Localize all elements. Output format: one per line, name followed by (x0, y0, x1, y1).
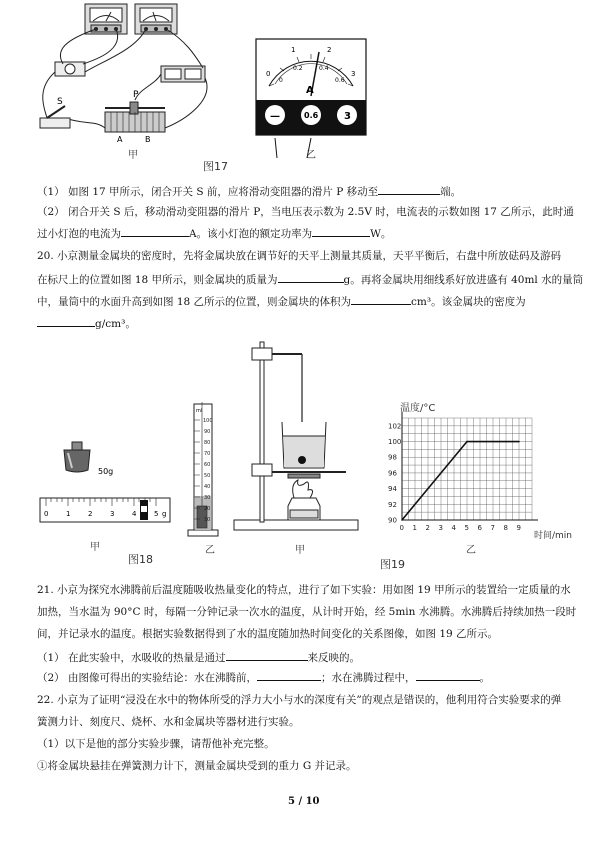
blank-q20-mass[interactable] (278, 271, 344, 283)
terminal-3: 3 (344, 111, 351, 122)
ruler-tick-2: 2 (88, 510, 93, 518)
q20-line1: 20. 小京测量金属块的密度时，先将金属块放在调节好的天平上测量其质量，天平平衡后，右盘中所放砝码及游码 (37, 250, 562, 262)
fig17-circuit (25, 0, 225, 160)
chart-grid (402, 418, 532, 520)
ammeter-top-3: 3 (351, 70, 356, 78)
terminal-negative: — (270, 111, 280, 122)
x-tick-label: 3 (438, 524, 443, 532)
fig19-apparatus (230, 338, 360, 538)
q19-part2-line1: （2） 闭合开关 S 后，移动滑动变阻器的滑片 P，当电压表示数为 2.5V 时，电流表的示数如图 17 乙所示，此时通 (37, 206, 574, 218)
blank-q19-end[interactable] (378, 183, 440, 195)
ammeter-bottom-1: 0.2 (293, 65, 303, 72)
cyl-tick-60: 60 (204, 462, 211, 468)
q19-part1: （1） 如图 17 甲所示，闭合开关 S 前，应将滑动变阻器的滑片 P 移动至 端。 (37, 183, 461, 199)
ammeter-device (135, 4, 177, 34)
q22-step1: ①将金属块悬挂在弹簧测力计下，测量金属块受到的重力 G 并记录。 (37, 760, 357, 772)
slider-label: P (133, 90, 139, 100)
chart-axes (402, 412, 538, 520)
q22-part1: （1）以下是他的部分实验步骤，请帮他补充完整。 (37, 738, 275, 750)
q20-line4: g/cm³。 (37, 315, 136, 331)
blank-q21-heat[interactable] (226, 649, 308, 661)
q20-line2: 在标尺上的位置如图 18 甲所示，则金属块的质量为 g。再将金属块用细线系好放进盛有 40ml 水的量筒 (37, 271, 583, 287)
fig18-label-yi: 乙 (205, 545, 215, 556)
fig17-ammeter (255, 38, 367, 138)
fig17-label-jia: 甲 (128, 150, 138, 161)
terminal-0-6: 0.6 (304, 111, 319, 120)
y-tick-label: 90 (388, 516, 397, 525)
cylinder-unit: ml (196, 408, 203, 414)
x-tick-label: 5 (464, 524, 469, 532)
cyl-tick-70: 70 (204, 451, 211, 457)
y-tick-label: 96 (388, 469, 397, 478)
ammeter-bottom-2: 0.4 (319, 65, 329, 72)
ammeter-bottom-0: 0 (279, 77, 283, 84)
cyl-tick-20: 20 (204, 506, 211, 512)
chart-ticks (388, 422, 521, 532)
blank-q21-before[interactable] (257, 669, 321, 681)
ruler-tick-0: 0 (44, 510, 49, 518)
battery (161, 66, 205, 82)
ammeter-bottom-3: 0.6 (335, 77, 345, 84)
fig19-label-yi: 乙 (466, 545, 476, 556)
q21-part1: （1） 在此实验中，水吸收的热量是通过 来反映的。 (37, 649, 360, 665)
x-tick-label: 1 (412, 524, 417, 532)
blank-q20-density[interactable] (37, 315, 95, 327)
x-tick-label: 0 (399, 524, 404, 532)
ruler-tick-3: 3 (110, 510, 115, 518)
fig19-temperature-chart (372, 410, 542, 540)
cyl-tick-40: 40 (204, 484, 211, 490)
ammeter-top-2: 2 (327, 46, 332, 54)
page-number: 5 / 10 (288, 796, 320, 807)
weight-50g (64, 442, 90, 472)
ruler-unit: g (162, 510, 167, 518)
cyl-tick-30: 30 (204, 495, 211, 501)
blank-q19-current[interactable] (121, 225, 189, 237)
ammeter-unit: A (306, 85, 314, 96)
cyl-tick-100: 100 (203, 418, 213, 424)
cyl-tick-80: 80 (204, 440, 211, 446)
q21-line2: 加热，当水温为 90°C 时，每隔一分钟记录一次水的温度，从计时开始，经 5min 水沸腾。水沸腾后持续加热一段时 (37, 606, 577, 618)
q21-line3: 间，并记录水的温度。根据实验数据得到了水的温度随加热时间变化的关系图像，如图 19 乙所示。 (37, 628, 499, 640)
fig18-balance (38, 440, 173, 530)
x-tick-label: 2 (425, 524, 430, 532)
ammeter-top-1: 1 (291, 46, 296, 54)
x-tick-label: 6 (477, 524, 482, 532)
fig17-caption: 图17 (203, 160, 228, 173)
q21-part2: （2） 由图像可得出的实验结论：水在沸腾前， ；水在沸腾过程中， 。 (37, 669, 490, 685)
weight-label: 50g (98, 467, 114, 476)
ruler (40, 498, 170, 522)
y-tick-label: 98 (388, 453, 397, 462)
y-tick-label: 100 (388, 438, 402, 447)
fig19-label-jia: 甲 (295, 545, 305, 556)
q22-line2: 簧测力计、刻度尺、烧杯、水和金属块等器材进行实验。 (37, 716, 300, 728)
ruler-tick-5: 5 (154, 510, 159, 518)
fig18-label-jia: 甲 (90, 542, 100, 553)
cyl-tick-90: 90 (204, 429, 211, 435)
ammeter-top-0: 0 (266, 70, 271, 78)
q22-line1: 22. 小京为了证明“浸没在水中的物体所受的浮力大小与水的深度有关”的观点是错误的，他利用符合实验要求的弹 (37, 694, 562, 706)
rheostat (105, 102, 165, 132)
ruler-tick-4: 4 (132, 510, 137, 518)
cyl-tick-10: 10 (204, 517, 211, 523)
q20-line3: 中，量筒中的水面升高到如图 18 乙所示的位置，则金属块的体积为 cm³。该金属块的密度为 (37, 293, 526, 309)
blank-q21-during[interactable] (416, 669, 480, 681)
data-point (518, 441, 520, 443)
fig19-x-axis-label: 时间/min (534, 531, 573, 541)
fig18-caption: 图18 (128, 553, 153, 566)
q19-part2-line2: 过小灯泡的电流为 A。该小灯泡的额定功率为 W。 (37, 225, 391, 241)
end-a-label: A (117, 135, 123, 144)
fig17-label-yi: 乙 (306, 150, 316, 161)
fig19-y-axis-label: 温度/°C (400, 403, 436, 414)
switch-label: S (57, 97, 63, 107)
blank-q19-power[interactable] (312, 225, 370, 237)
y-tick-label: 94 (388, 485, 397, 494)
x-tick-label: 8 (503, 524, 508, 532)
y-tick-label: 102 (388, 422, 402, 431)
blank-q20-volume[interactable] (351, 293, 411, 305)
fig18-cylinder (180, 398, 226, 538)
x-tick-label: 7 (490, 524, 495, 532)
ruler-tick-1: 1 (66, 510, 71, 518)
cyl-tick-50: 50 (204, 473, 211, 479)
y-tick-label: 92 (388, 500, 397, 509)
fig19-caption: 图19 (380, 558, 405, 571)
data-point (401, 519, 403, 521)
data-point (466, 441, 468, 443)
end-b-label: B (145, 135, 151, 144)
lamp-bulb (55, 62, 85, 76)
x-tick-label: 9 (516, 524, 521, 532)
x-tick-label: 4 (451, 524, 456, 532)
voltmeter (85, 4, 127, 34)
q21-line1: 21. 小京为探究水沸腾前后温度随吸收热量变化的特点，进行了如下实验：用如图 19 甲所示的装置给一定质量的水 (37, 584, 571, 596)
